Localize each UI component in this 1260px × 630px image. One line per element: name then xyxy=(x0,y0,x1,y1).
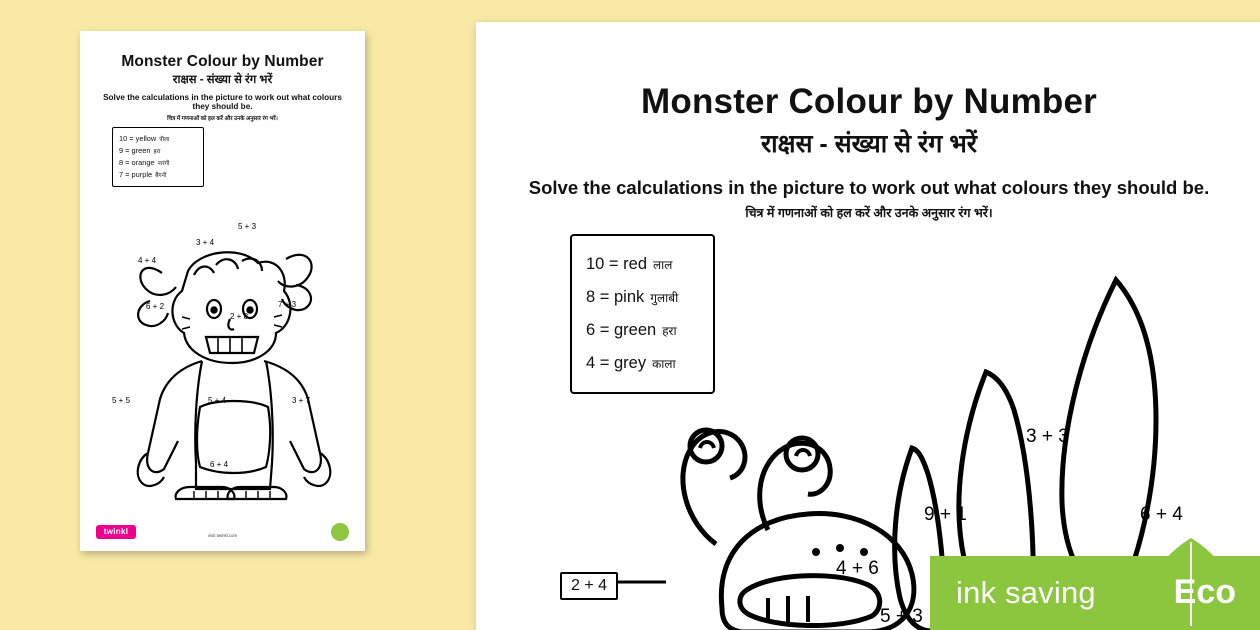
svg-text:6 + 2: 6 + 2 xyxy=(146,302,165,311)
sum-4-6: 4 + 6 xyxy=(836,558,879,579)
svg-text:5 + 5: 5 + 5 xyxy=(112,396,131,405)
key-label-grey: 4 = grey xyxy=(586,354,647,372)
thumbnail-key-hindi: बैंगनी xyxy=(155,172,167,179)
thumbnail-key-label: 10 = yellow xyxy=(119,134,157,143)
worksheet-title: Monster Colour by Number xyxy=(641,82,1097,121)
eco-badge-word: Eco xyxy=(1173,573,1236,611)
eco-badge xyxy=(930,536,1260,630)
thumbnail-key-label: 7 = purple xyxy=(119,169,153,179)
thumbnail-colour-key xyxy=(112,127,204,187)
thumbnail-eco-badge-icon xyxy=(331,523,349,541)
worksheet-subtitle: राक्षस - संख्या से रंग भरें xyxy=(760,130,978,158)
key-label-red: 10 = red xyxy=(586,255,648,273)
thumbnail-instruction-en: Solve the calculations in the picture to work out what colours they should be. xyxy=(103,93,342,112)
thumbnail-key-row xyxy=(119,145,197,157)
svg-text:6 + 4: 6 + 4 xyxy=(210,460,229,469)
svg-text:7 + 3: 7 + 3 xyxy=(278,300,297,309)
svg-text:5 + 4: 5 + 4 xyxy=(208,396,227,405)
key-hindi-green: हरा xyxy=(662,324,677,338)
thumbnail-monster-illustration xyxy=(90,201,355,501)
eco-badge-label: ink saving xyxy=(956,575,1096,610)
svg-text:4 + 4: 4 + 4 xyxy=(138,256,157,265)
thumbnail-subtitle: राक्षस - संख्या से रंग भरें xyxy=(172,74,273,86)
thumbnail-key-row xyxy=(119,157,197,169)
sum-callout-2-4: 2 + 4 xyxy=(560,572,618,600)
sum-5-3: 5 + 3 xyxy=(880,606,923,627)
svg-text:2 + 8: 2 + 8 xyxy=(230,312,249,321)
thumbnail-key-hindi: हरा xyxy=(153,148,161,155)
thumbnail-key-row xyxy=(119,169,197,181)
worksheet-instruction-en: Solve the calculations in the picture to work out what colours they should be. xyxy=(528,177,1210,198)
sum-6-4: 6 + 4 xyxy=(1140,504,1183,525)
worksheet-instruction-hi: चित्र में गणनाओं को हल करें और उनके अनुसार रंग भरें। xyxy=(745,206,993,220)
svg-text:3 + 4: 3 + 4 xyxy=(196,238,215,247)
svg-text:5 + 3: 5 + 3 xyxy=(238,222,257,231)
svg-text:3 + 7: 3 + 7 xyxy=(292,396,311,405)
thumbnail-title: Monster Colour by Number xyxy=(121,53,324,70)
key-hindi-grey: काला xyxy=(652,357,676,371)
key-label-green: 6 = green xyxy=(586,321,657,339)
thumbnail-instruction-hi: चित्र में गणनाओं को हल करें और उनके अनुसार रंग भरें। xyxy=(167,115,278,122)
sum-9-1: 9 + 1 xyxy=(924,504,967,525)
thumbnail-footer-note: visit twinkl.com xyxy=(207,533,238,539)
thumbnail-key-hindi: पीला xyxy=(159,137,170,143)
thumbnail-key-label: 9 = green xyxy=(119,145,151,155)
thumbnail-key-label: 8 = orange xyxy=(119,157,155,167)
worksheet-thumbnail[interactable] xyxy=(80,31,365,551)
key-hindi-red: लाल xyxy=(653,258,673,272)
key-label-pink: 8 = pink xyxy=(586,288,645,306)
thumbnail-key-hindi: नारंगी xyxy=(157,160,170,167)
sum-3-3: 3 + 3 xyxy=(1026,426,1069,447)
key-hindi-pink: गुलाबी xyxy=(650,291,679,305)
thumbnail-key-row xyxy=(119,133,197,145)
thumbnail-logo: twinkl xyxy=(96,525,136,539)
